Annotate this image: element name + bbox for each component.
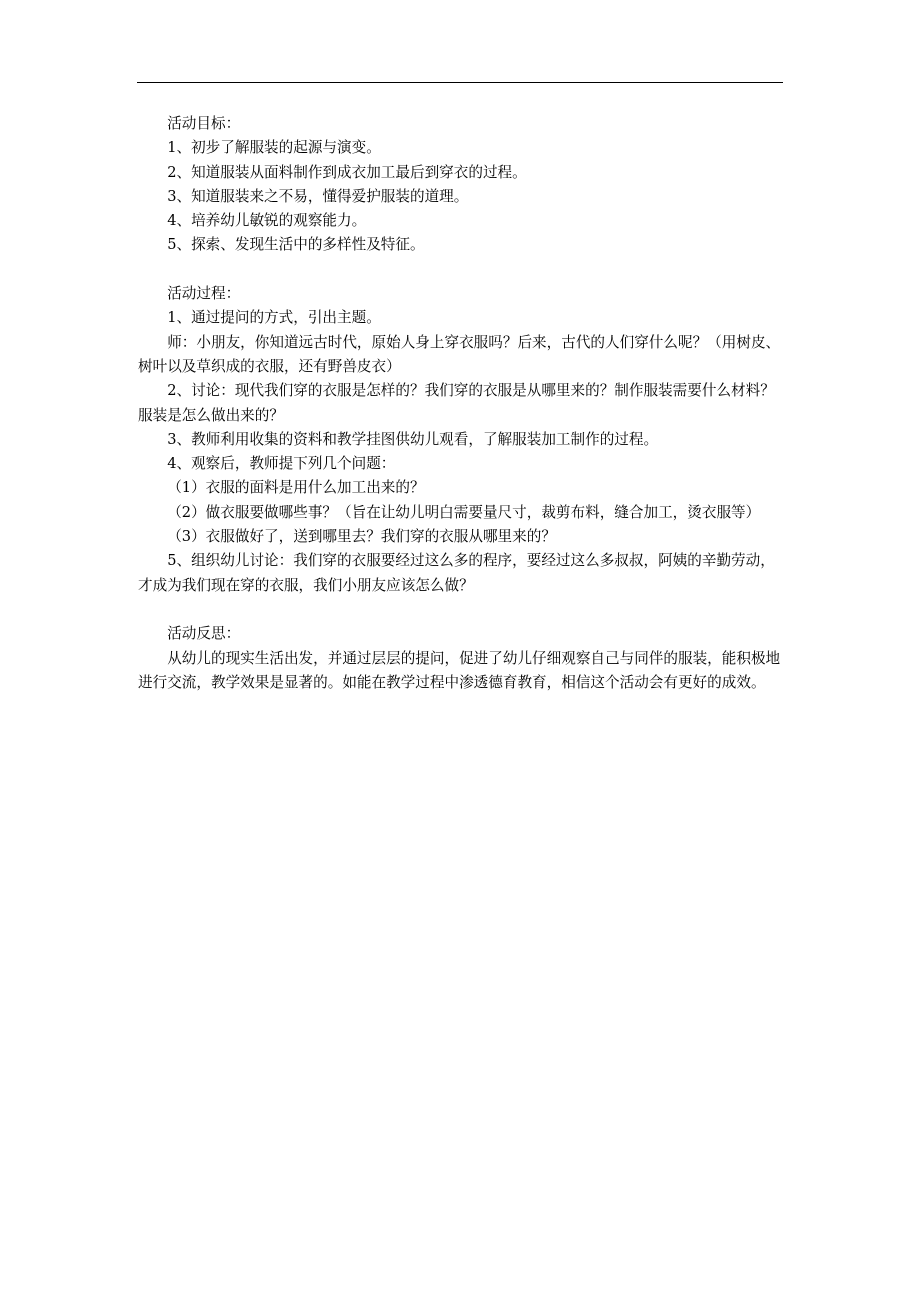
- section-gap: [138, 258, 786, 282]
- section-goals: [138, 112, 786, 258]
- process-step-4: 4、观察后，教师提下列几个问题：: [167, 455, 396, 473]
- section-gap: [138, 598, 786, 622]
- section-heading-goals: 活动目标：: [167, 115, 241, 132]
- process-question-3: （3）衣服做好了，送到哪里去？我们穿的衣服从哪里来的？: [167, 528, 556, 546]
- process-teacher-dialogue: 师：小朋友，你知道远古时代，原始人身上穿衣服吗？后来，古代的人们穿什么呢？（用树皮、树叶以及草织成的衣服，还有野兽皮衣）: [138, 333, 781, 375]
- section-process: [138, 282, 786, 598]
- process-step-5: 5、组织幼儿讨论：我们穿的衣服要经过这么多的程序，要经过这么多叔叔，阿姨的辛勤劳动，才成为我们现在穿的衣服，我们小朋友应该怎么做？: [138, 552, 775, 594]
- process-step-1: 1、通过提问的方式，引出主题。: [167, 309, 381, 327]
- section-reflection: [138, 622, 786, 695]
- section-heading-process: 活动过程：: [167, 285, 241, 303]
- process-question-1: （1）衣服的面料是用什么加工出来的？: [167, 479, 425, 497]
- goal-item-5: 5、探索、发现生活中的多样性及特征。: [167, 236, 425, 254]
- goal-item-3: 3、知道服装来之不易，懂得爱护服装的道理。: [167, 187, 469, 205]
- process-question-2: （2）做衣服要做哪些事？（旨在让幼儿明白需要量尺寸，裁剪布料，缝合加工，烫衣服等）: [167, 503, 761, 521]
- section-heading-reflection: 活动反思：: [167, 625, 241, 643]
- header-rule: [137, 82, 783, 83]
- goal-item-1: 1、初步了解服装的起源与演变。: [167, 139, 381, 157]
- reflection-paragraph: 从幼儿的现实生活出发，并通过层层的提问，促进了幼儿仔细观察自己与同伴的服装，能积极地进行交流，教学效果是显著的。如能在教学过程中渗透德育教育，相信这个活动会有更好的成效。: [138, 649, 781, 691]
- document-body: [138, 112, 786, 695]
- process-step-3: 3、教师利用收集的资料和教学挂图供幼儿观看，了解服装加工制作的过程。: [167, 430, 659, 448]
- goal-item-2: 2、知道服装从面料制作到成衣加工最后到穿衣的过程。: [167, 163, 527, 181]
- process-step-2: 2、讨论：现代我们穿的衣服是怎样的？我们穿的衣服是从哪里来的？制作服装需要什么材料？服装是怎么做出来的？: [138, 382, 775, 424]
- goal-item-4: 4、培养幼儿敏锐的观察能力。: [167, 212, 367, 230]
